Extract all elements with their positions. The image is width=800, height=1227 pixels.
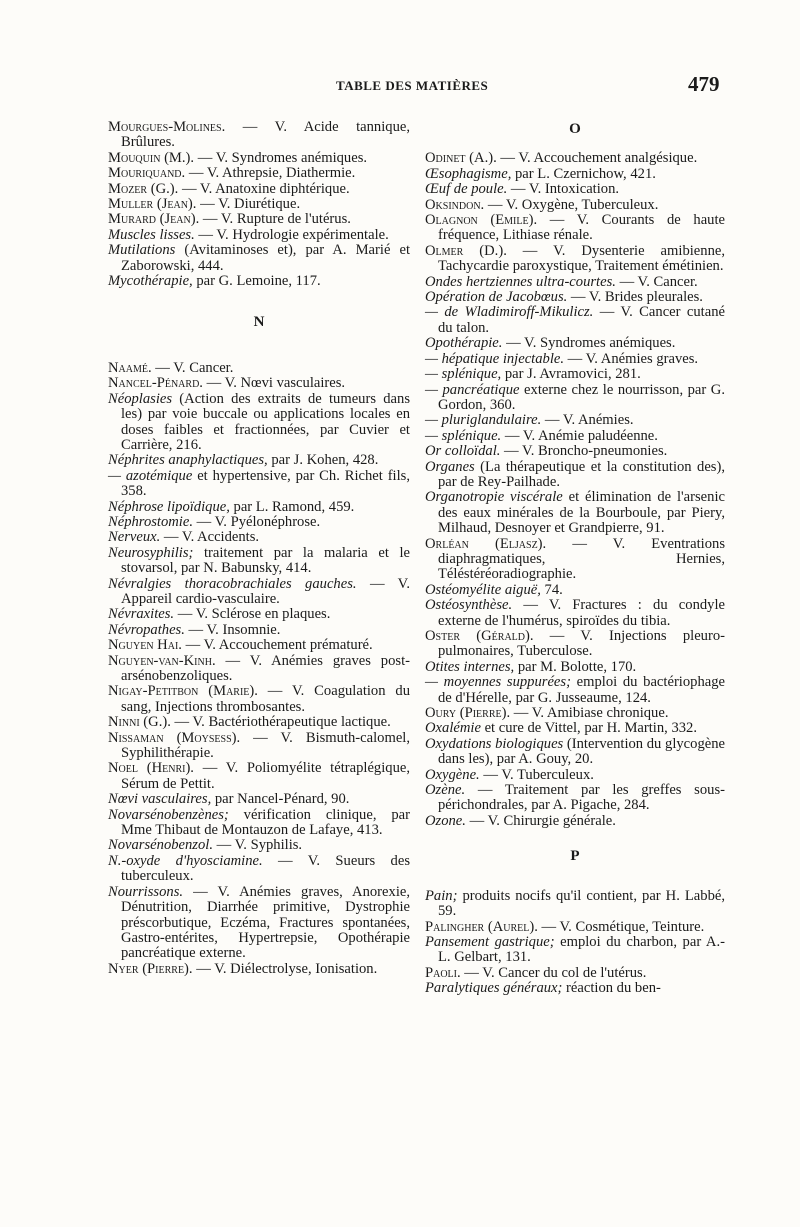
index-entry	[108, 761, 410, 792]
index-entry	[425, 367, 725, 382]
index-entry	[425, 675, 725, 706]
entry-subject: Oxydations biologiques	[425, 735, 564, 752]
entry-reference: par J. Avramovici, 281.	[501, 366, 641, 383]
entry-reference: — V. Cancer du col de l'utérus.	[460, 964, 647, 981]
entry-subject: Ondes hertziennes ultra-courtes.	[425, 273, 616, 290]
index-column-right	[425, 122, 725, 997]
entry-subject: Mycothérapie,	[108, 273, 193, 290]
index-entry	[425, 629, 725, 660]
entry-reference: — V. Sclérose en plaques.	[174, 606, 331, 623]
entry-subject: Otites internes,	[425, 658, 515, 675]
index-entry	[108, 838, 410, 853]
index-entry	[108, 546, 410, 577]
index-entry	[425, 444, 725, 459]
entry-reference: — V. Accidents.	[160, 529, 260, 546]
entry-reference: (La thérapeutique et la constitution des), par de Rey-Pailhade.	[438, 458, 725, 490]
entry-reference: — V. Cancer.	[151, 359, 234, 376]
entry-reference: — V. Accouchement prématuré.	[181, 637, 373, 654]
index-entry	[108, 638, 410, 653]
entry-subject: Ostéomyélite aiguë,	[425, 581, 541, 598]
index-entry	[425, 413, 725, 428]
index-entry	[425, 429, 725, 444]
index-entry	[425, 151, 725, 166]
entry-reference: et élimination de l'arsenic des eaux minérales de la Bourboule, par Piery, Milhaud, Desnoyer et Grandpierre, 91.	[438, 489, 725, 537]
index-entry	[425, 783, 725, 814]
entry-subject: Organotropie viscérale	[425, 489, 563, 506]
entry-reference: — V. Diurétique.	[196, 196, 301, 213]
entry-author-name: Olagnon (Emile).	[425, 212, 538, 229]
entry-reference: — V. Syndromes anémiques.	[194, 149, 368, 166]
entry-reference: — V. Broncho-pneumonies.	[500, 443, 668, 460]
entry-reference: — V. Fractures : du condyle externe de l'humérus, spiroïdes du tibia.	[438, 597, 725, 629]
entry-reference: — V. Appareil cardio-vasculaire.	[121, 575, 410, 607]
entry-reference: — V. Oxygène, Tuberculeux.	[484, 196, 659, 213]
index-entry	[108, 577, 410, 608]
index-entry	[108, 607, 410, 622]
entry-reference: — V. Brides pleurales.	[567, 289, 703, 306]
entry-author-name: Mouquin (M.).	[108, 149, 195, 166]
index-entry	[425, 660, 725, 675]
index-entry	[108, 392, 410, 454]
entry-reference: par L. Czernichow, 421.	[511, 165, 656, 182]
entry-author-name: Olmer (D.).	[425, 242, 507, 259]
entry-author-name: Oster (Gérald).	[425, 628, 534, 644]
index-entry	[108, 808, 410, 839]
entry-subject: Néphrites anaphylactiques,	[108, 452, 268, 469]
index-entry	[425, 737, 725, 768]
entry-reference: — V. Anatoxine diphtérique.	[178, 180, 350, 197]
index-entry	[425, 598, 725, 629]
index-entry	[108, 530, 410, 545]
entry-reference: et cure de Vittel, par H. Martin, 332.	[480, 720, 697, 737]
entry-author-name: Muller (Jean).	[108, 196, 197, 213]
index-entry	[108, 376, 410, 391]
entry-reference: — V. Athrepsie, Diathermie.	[185, 165, 356, 182]
entry-author-name: Palingher (Aurel).	[425, 918, 538, 935]
index-entry	[108, 469, 410, 500]
section-letter: P	[570, 848, 580, 865]
entry-reference: emploi du bactériophage de d'Hérelle, par G. Jusseaume, 124.	[438, 674, 725, 706]
entry-author-name: Paoli.	[425, 964, 461, 981]
page-number: 479	[688, 72, 720, 96]
index-entry	[108, 715, 410, 730]
entry-subject: Néphrostomie.	[108, 513, 193, 530]
entry-reference: emploi du charbon, par A.-L. Gelbart, 131.	[438, 933, 725, 966]
index-entry	[425, 889, 725, 920]
entry-reference: — V. Acide tannique, Brûlures.	[121, 119, 410, 151]
index-entry	[108, 166, 410, 181]
entry-reference: par Nancel-Pénard, 90.	[211, 791, 350, 808]
entry-author-name: Murard (Jean).	[108, 211, 200, 228]
entry-reference: (Intervention du glycogène dans les), par A. Gouy, 20.	[438, 735, 725, 768]
entry-reference: — V. Rupture de l'utérus.	[199, 211, 351, 228]
running-title: TABLE DES MATIÈRES	[336, 78, 489, 93]
entry-reference: — V. Anémies graves.	[564, 350, 699, 367]
entry-subject: Néoplasies	[108, 390, 173, 407]
entry-subject: Oxalémie	[425, 720, 481, 737]
entry-reference: — V. Cosmétique, Teinture.	[537, 918, 705, 935]
entry-subject: Or colloïdal.	[425, 443, 501, 460]
entry-subject: Opothérapie.	[425, 335, 503, 352]
index-entry	[425, 768, 725, 783]
entry-subject: Muscles lisses.	[108, 226, 195, 243]
index-entry	[108, 274, 410, 289]
entry-subject: Oxygène.	[425, 766, 480, 783]
index-entry	[108, 120, 410, 151]
section-letter: O	[569, 121, 581, 137]
index-entry	[425, 336, 725, 351]
entry-author-name: Nancel-Pénard.	[108, 375, 203, 392]
entry-reference: par J. Kohen, 428.	[267, 452, 379, 469]
entry-subject: N.-oxyde d'hyosciamine.	[108, 852, 263, 869]
index-entry	[425, 290, 725, 305]
index-entry	[108, 243, 410, 274]
index-entry	[108, 731, 410, 762]
index-entry	[108, 182, 410, 197]
index-entry	[425, 583, 725, 598]
entry-subject: Nœvi vasculaires,	[108, 791, 212, 808]
entry-reference: par G. Lemoine, 117.	[192, 273, 321, 290]
index-entry	[108, 500, 410, 515]
index-entry	[425, 167, 725, 182]
entry-subject: Organes	[425, 458, 475, 475]
entry-reference: — V. Cancer.	[615, 273, 698, 290]
index-entry	[108, 885, 410, 962]
entry-reference: — V. Bactériothérapeutique lactique.	[170, 714, 391, 731]
entry-author-name: Odinet (A.).	[425, 150, 497, 167]
entry-subject: Paralytiques généraux;	[425, 980, 563, 997]
entry-subject: Neurosyphilis;	[108, 544, 194, 561]
entry-reference: — V. Anémies graves post-arsénobenzoliques.	[121, 652, 410, 684]
entry-subject: Novarsénobenzol.	[108, 837, 213, 854]
entry-reference: — V. Bismuth-calomel, Syphilithérapie.	[121, 729, 411, 762]
entry-subject: Œsophagisme,	[425, 165, 512, 182]
entry-subject: Opération de Jacobœus.	[425, 289, 568, 306]
entry-reference: — V. Intoxication.	[507, 181, 620, 198]
entry-reference: (Avitaminoses et), par A. Marié et Zaborowski, 444.	[121, 242, 410, 274]
entry-subject: — pancréatique	[425, 381, 520, 398]
entry-subject: Mutilations	[108, 242, 176, 259]
index-entry	[425, 352, 725, 367]
entry-subject: Ozone.	[425, 812, 466, 829]
entry-reference: traitement par la malaria et le stovarsol, par N. Babunsky, 414.	[121, 544, 410, 577]
entry-author-name: Mozer (G.).	[108, 180, 179, 197]
index-entry	[425, 981, 725, 996]
section-letter: N	[253, 314, 265, 331]
index-entry	[425, 213, 725, 244]
entry-subject: — hépatique injectable.	[425, 350, 565, 367]
entry-subject: Pain;	[425, 887, 458, 904]
entry-subject: Œuf de poule.	[425, 181, 508, 198]
entry-reference: — V. Amibiase chronique.	[510, 705, 669, 722]
entry-author-name: Nguyen-van-Kinh.	[108, 652, 216, 669]
entry-reference: — V. Sueurs des tuberculeux.	[121, 852, 410, 885]
entry-subject: Nourrissons.	[108, 883, 184, 900]
entry-reference: — V. Hydrologie expérimentale.	[194, 226, 389, 243]
index-entry	[425, 383, 725, 414]
entry-subject: Ozène.	[425, 782, 466, 799]
entry-reference: — V. Eventrations diaphragmatiques, Hernies, Téléstéréoradiographie.	[438, 535, 725, 583]
index-entry	[425, 935, 725, 966]
entry-author-name: Mourgues-Molines.	[108, 119, 226, 135]
index-entry	[108, 453, 410, 468]
index-entry	[425, 198, 725, 213]
entry-author-name: Nigay-Petitbon (Marie).	[108, 683, 258, 700]
entry-author-name: Nissaman (Moysess).	[108, 729, 241, 746]
entry-subject: Névropathes.	[108, 621, 185, 638]
entry-reference: — V. Nœvi vasculaires.	[202, 375, 346, 392]
entry-subject: — splénique.	[425, 427, 502, 444]
index-entry	[108, 792, 410, 807]
index-entry	[108, 623, 410, 638]
index-column-left	[108, 120, 410, 977]
entry-subject: — pluriglandulaire.	[425, 412, 542, 429]
entry-reference: et hypertensive, par Ch. Richet fils, 358.	[121, 467, 410, 500]
entry-reference: produits nocifs qu'il contient, par H. Labbé, 59.	[438, 887, 725, 920]
entry-reference: — V. Courants de haute fréquence, Lithiase rénale.	[438, 212, 725, 244]
index-entry	[108, 361, 410, 376]
index-entry	[425, 920, 725, 935]
index-entry	[425, 490, 725, 536]
index-entry	[108, 684, 410, 715]
index-entry	[108, 197, 410, 212]
entry-reference: — V. Anémies.	[541, 412, 634, 429]
entry-reference: — V. Tuberculeux.	[479, 766, 594, 783]
entry-reference: — V. Dysenterie amibienne, Tachycardie paroxystique, Traitement émétinien.	[438, 242, 725, 275]
entry-reference: — V. Injections pleuro-pulmonaires, Tuberculose.	[438, 628, 725, 660]
index-entry	[425, 537, 725, 583]
index-entry	[108, 962, 410, 977]
entry-author-name: Mouriquand.	[108, 165, 186, 182]
entry-reference: — V. Syphilis.	[213, 837, 303, 854]
entry-subject: Néphrose lipoïdique,	[108, 498, 230, 515]
index-entry	[425, 814, 725, 829]
entry-author-name: Nguyen Hai.	[108, 637, 182, 654]
entry-subject: — azotémique	[108, 467, 193, 484]
entry-reference: (Action des extraits de tumeurs dans les) par voie buccale ou applications locales en doses faibles et fractionnées, par Cuvier et Carrière, 216.	[121, 390, 410, 453]
entry-author-name: Oksindon.	[425, 196, 485, 213]
index-entry	[108, 654, 410, 685]
entry-subject: Nerveux.	[108, 529, 161, 546]
entry-reference: — V. Insomnie.	[184, 621, 281, 638]
entry-reference: 74.	[540, 581, 563, 598]
index-entry	[425, 275, 725, 290]
entry-reference: — V. Pyélonéphrose.	[193, 513, 321, 530]
entry-author-name: Orléan (Eljasz).	[425, 535, 547, 552]
entry-reference: par M. Bolotte, 170.	[514, 658, 637, 675]
index-entry	[108, 515, 410, 530]
entry-subject: Pansement gastrique;	[425, 933, 555, 950]
entry-reference: externe chez le nourrisson, par G. Gordon, 360.	[438, 381, 725, 413]
index-entry	[425, 966, 725, 981]
entry-subject: — de Wladimiroff-Mikulicz.	[425, 304, 594, 321]
entry-author-name: Nyer (Pierre).	[108, 960, 193, 977]
entry-subject: — moyennes suppurées;	[425, 674, 571, 691]
entry-subject: — splénique,	[425, 366, 502, 383]
index-entry	[425, 721, 725, 736]
entry-reference: réaction du ben-	[562, 980, 661, 997]
entry-author-name: Oury (Pierre).	[425, 705, 511, 722]
entry-subject: Novarsénobenzènes;	[108, 806, 229, 823]
index-entry	[425, 706, 725, 721]
entry-reference: vérification clinique, par Mme Thibaut de Montauzon de Lafaye, 413.	[121, 806, 410, 839]
index-entry	[108, 228, 410, 243]
entry-author-name: Ninni (G.).	[108, 714, 171, 731]
entry-subject: Névraxites.	[108, 606, 175, 623]
entry-reference: — V. Syndromes anémiques.	[502, 335, 676, 352]
index-entry	[425, 460, 725, 491]
entry-reference: — V. Poliomyélite tétraplégique, Sérum de Pettit.	[121, 760, 410, 792]
entry-reference: — V. Chirurgie générale.	[465, 812, 616, 829]
entry-author-name: Noel (Henri).	[108, 760, 194, 777]
entry-reference: — V. Anémies graves, Anorexie, Dénutrition, Diarrhée primitive, Dystrophie préscorbutique, Eczéma, Fractures spontanées, Gastro-entérites, Hypertrepsie, Opothérapie pancréatique externe.	[121, 883, 410, 962]
index-entry	[425, 182, 725, 197]
index-entry	[108, 151, 410, 166]
index-entry	[108, 854, 410, 885]
entry-reference: — V. Cancer cutané du talon.	[438, 304, 725, 336]
entry-reference: — V. Accouchement analgésique.	[496, 150, 698, 167]
entry-reference: — Traitement par les greffes sous-périchondrales, par A. Pigache, 284.	[438, 782, 725, 814]
index-entry	[425, 305, 725, 336]
entry-reference: par L. Ramond, 459.	[229, 498, 355, 515]
entry-author-name: Naamé.	[108, 359, 152, 376]
entry-reference: — V. Coagulation du sang, Injections thrombosantes.	[121, 683, 410, 715]
entry-subject: Névralgies thoracobrachiales gauches.	[108, 575, 357, 592]
entry-reference: — V. Diélectrolyse, Ionisation.	[192, 960, 378, 977]
index-entry	[425, 244, 725, 275]
page-header	[0, 72, 800, 102]
index-entry	[108, 212, 410, 227]
entry-subject: Ostéosynthèse.	[425, 597, 513, 614]
entry-reference: — V. Anémie paludéenne.	[501, 427, 658, 444]
